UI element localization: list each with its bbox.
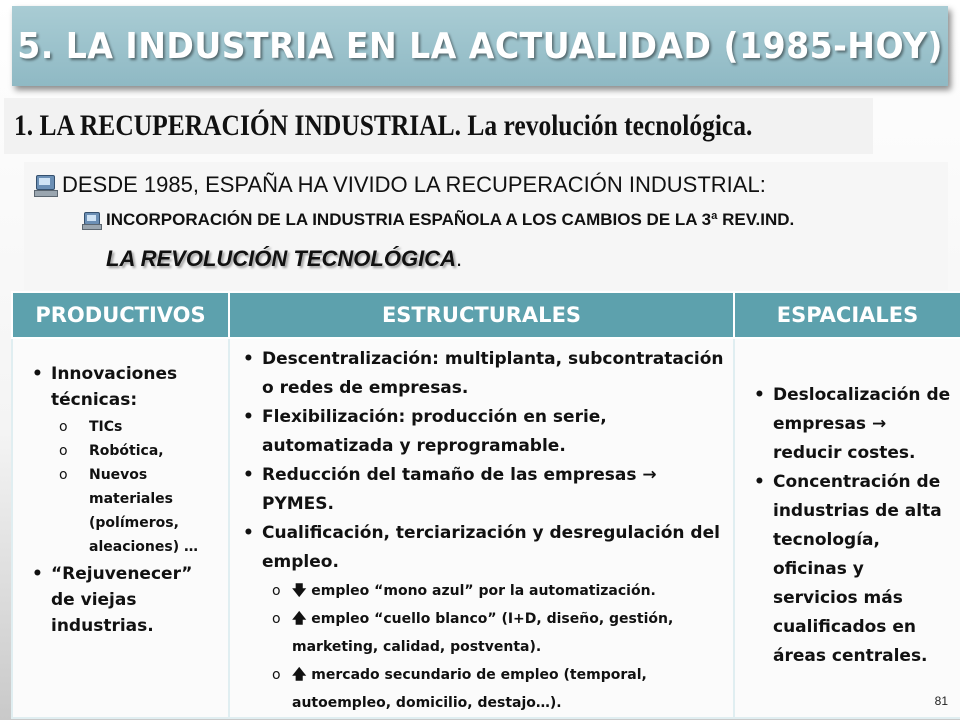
sub-item: o TICs [51,415,222,439]
sub-item: o Nuevos materiales (polímeros, aleaciones) … [51,463,222,559]
list-item [234,519,725,717]
right-arrow-icon: → [642,465,657,485]
header-espaciales: ESPACIALES [734,292,960,338]
right-arrow-icon: → [871,414,887,434]
intro-line-2 [82,210,794,230]
sub-item [262,661,725,717]
page-number: 81 [934,694,948,708]
list-item: • Concentración de industrias de alta tecnología, oficinas y servicios más cualificados en áreas centrales. [745,468,952,671]
header-estructurales: ESTRUCTURALES [229,292,734,338]
cell-estructurales [229,338,734,718]
table-row [12,338,960,718]
item-text: Innovaciones técnicas: [51,364,178,410]
item-text: PYMES. [262,494,335,514]
intro-line-1-text: DESDE 1985, ESPAÑA HA VIVIDO LA RECUPERACIÓN INDUSTRIAL: [62,172,766,197]
title-bar [12,6,948,86]
list-item: • “Rejuvenecer” de viejas industrias. [23,561,222,639]
list-item: • Flexibilización: producción en serie, automatizada y reprogramable. [234,403,725,461]
list-item: • Descentralización: multiplanta, subcontratación o redes de empresas. [234,345,725,403]
down-arrow-icon: 🡇 [292,583,307,599]
slide-title: 5. LA INDUSTRIA EN LA ACTUALIDAD (1985-HOY) [17,25,943,67]
list-item [745,381,952,468]
intro-box [24,162,948,290]
item-text: Deslocalización de empresas [773,385,951,434]
list-item [234,461,725,519]
item-text: reducir costes. [773,443,916,463]
sub-item-text: empleo “cuello blanco” (I+D, diseño, gestión, marketing, calidad, postventa). [292,611,674,655]
sub-item-text: mercado secundario de empleo (temporal, autoempleo, domicilio, destajo…). [292,667,647,711]
cell-espaciales [734,338,960,718]
up-arrow-icon: 🡅 [292,667,307,683]
table-header-row [12,292,960,338]
computer-icon [34,174,58,196]
subtitle-bar [4,98,873,154]
item-text: Reducción del tamaño de las empresas [262,465,637,485]
intro-line-3-end: . [455,246,463,271]
list-item [23,361,222,559]
cell-productivos [12,338,229,718]
sub-item [262,577,725,605]
section-subtitle: 1. LA RECUPERACIÓN INDUSTRIAL. La revolución tecnológica. [14,109,753,142]
sub-item-text: empleo “mono azul” por la automatización. [311,583,656,599]
intro-line-1 [34,172,766,198]
sub-item: o Robótica, [51,439,222,463]
intro-line-2-text: INCORPORACIÓN DE LA INDUSTRIA ESPAÑOLA A LOS CAMBIOS DE LA 3ª REV.IND. [106,210,795,229]
header-productivos: PRODUCTIVOS [12,292,229,338]
computer-icon [82,211,102,229]
changes-table [11,291,960,719]
sub-item [262,605,725,661]
item-text: Cualificación, terciarización y desregulación del empleo. [262,523,720,572]
intro-line-3 [106,246,462,272]
up-arrow-icon: 🡅 [292,611,307,627]
intro-line-3-text: LA REVOLUCIÓN TECNOLÓGICA [106,246,456,271]
